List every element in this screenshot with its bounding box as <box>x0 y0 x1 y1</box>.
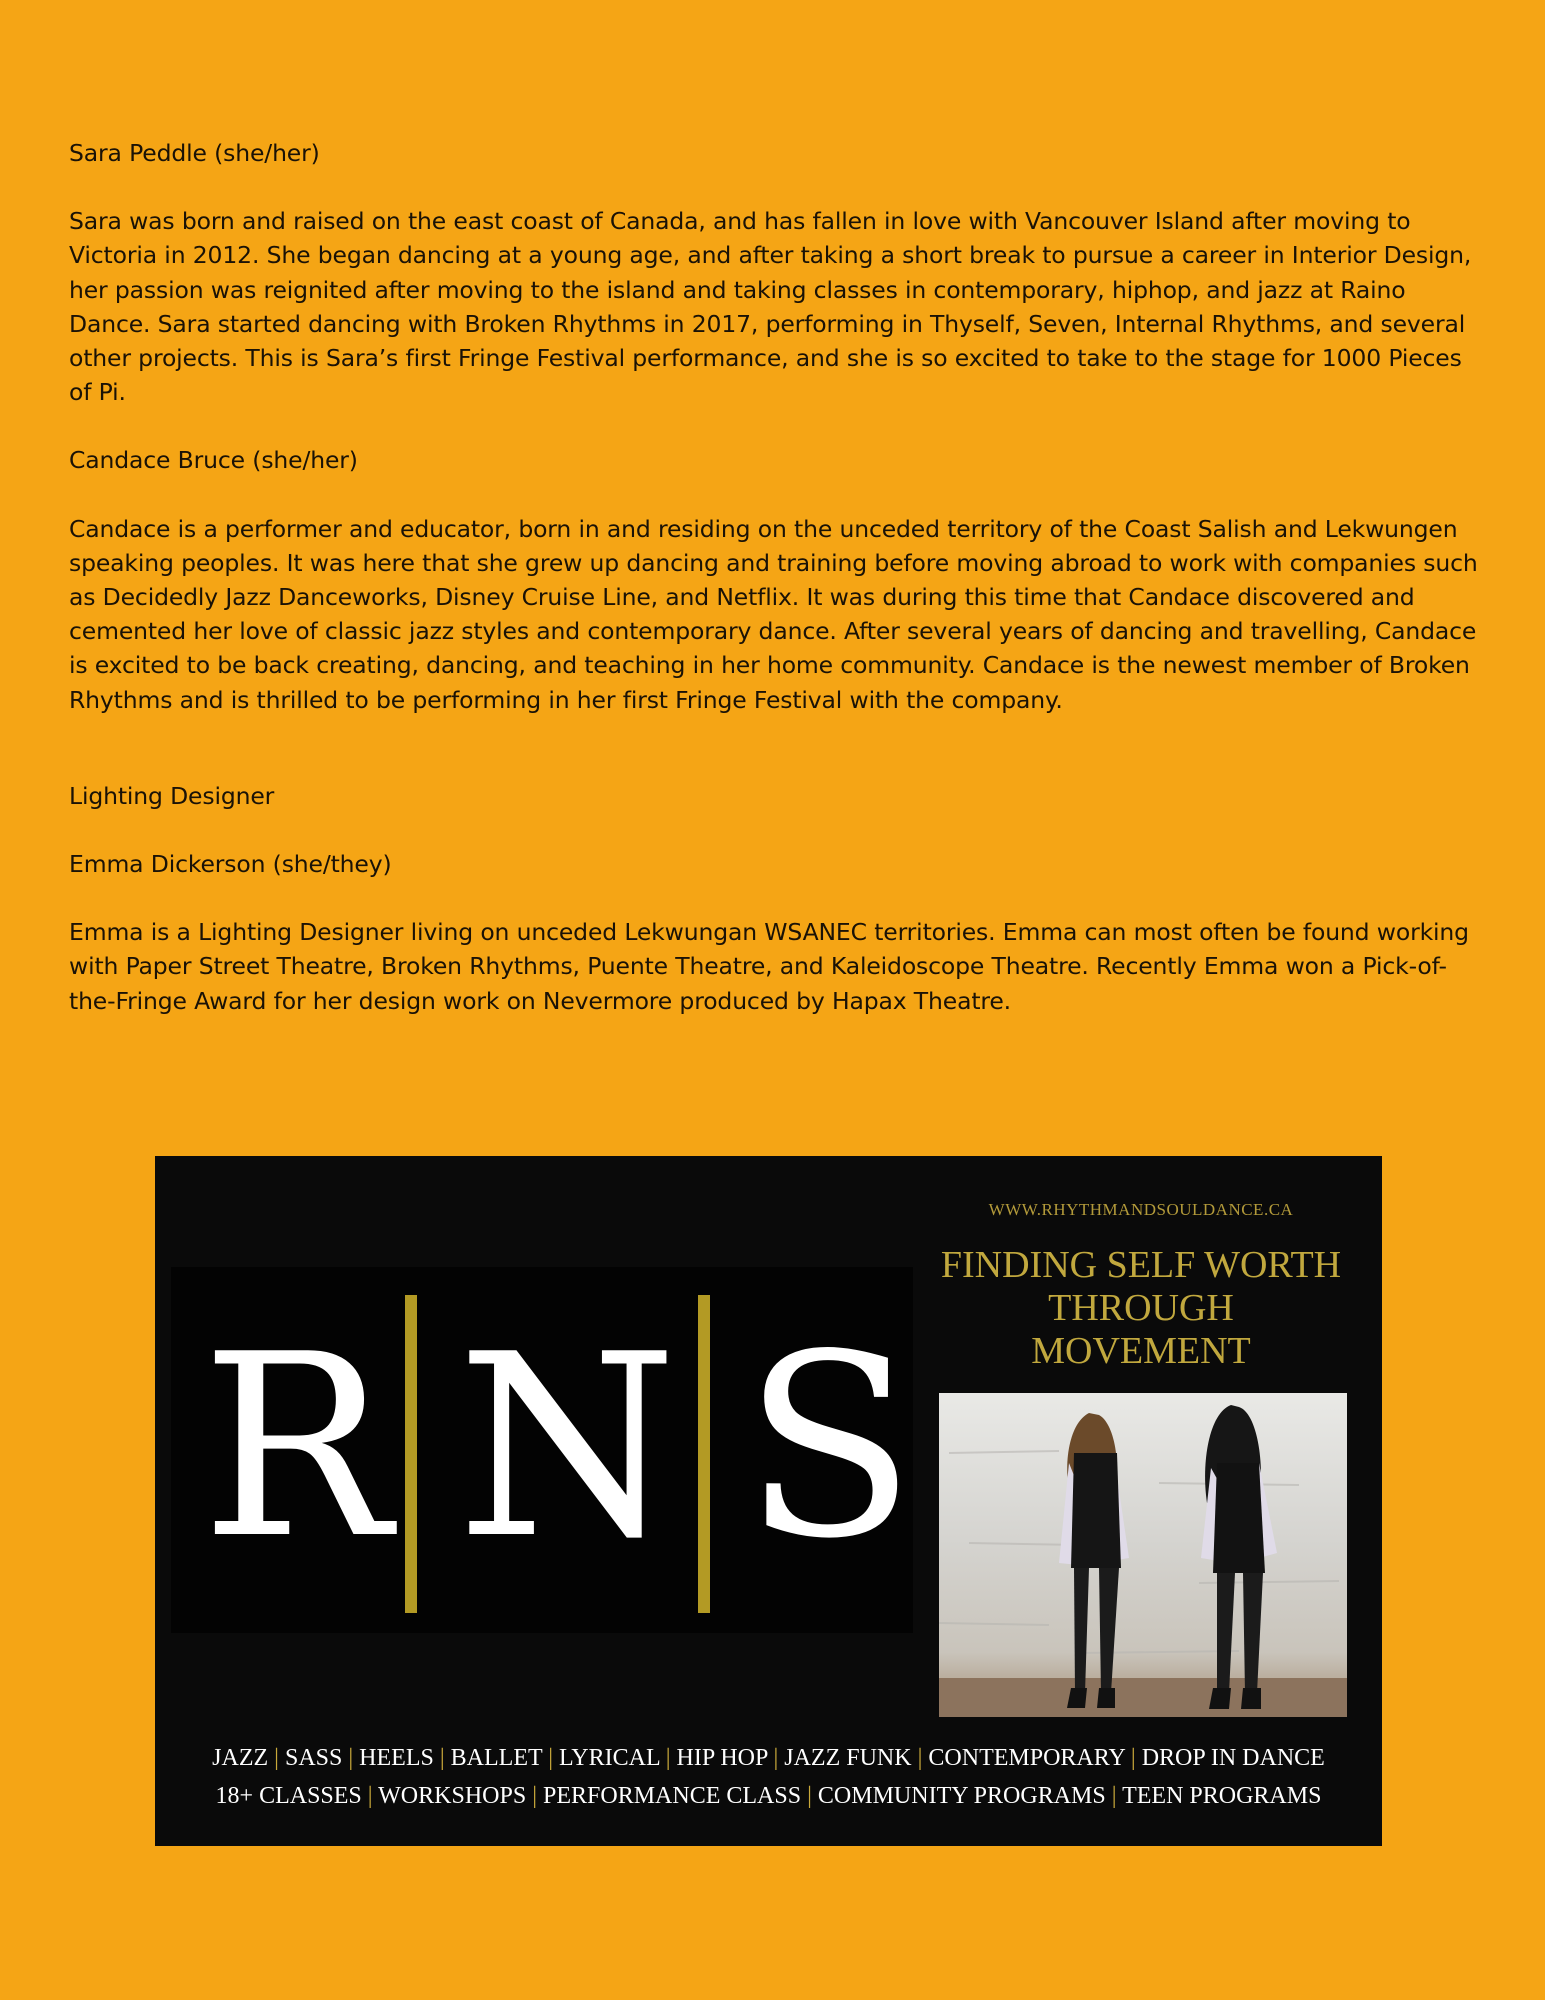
candace-name: Candace Bruce (she/her) <box>69 446 358 475</box>
emma-bio: Emma is a Lighting Designer living on unceded Lekwungan WSANEC territories. Emma can most often be found working with Paper Street Theatre, Broken Rhythms, Puente Theatre, and Kaleidoscope Theatre. Recently Emma won a Pick-of-the-Fringe Award for her design work on Nevermore produced by Hapax Theatre. <box>69 918 1469 1015</box>
rns-logo <box>171 1267 916 1633</box>
class-item: PERFORMANCE CLASS <box>543 1783 802 1809</box>
class-item: CONTEMPORARY <box>928 1745 1125 1771</box>
class-item: 18+ CLASSES <box>215 1783 362 1809</box>
class-list-line-1: JAZZ | SASS | HEELS | BALLET | LYRICAL | HIP HOP | JAZZ FUNK | CONTEMPORARY | DROP IN DANCE <box>212 1745 1325 1771</box>
logo-letter-r: R <box>201 1301 391 1594</box>
class-item: SASS <box>284 1745 343 1771</box>
candace-bio: Candace is a performer and educator, born in and residing on the unceded territory of the Coast Salish and Lekwungen speaking peoples. It was here that she grew up dancing and training before moving abroad to work with companies such as Decidedly Jazz Danceworks, Disney Cruise Line, and Netflix. It was during this time that Candace discovered and cemented her love of classic jazz styles and contemporary dance. After several years of dancing and travelling, Candace is excited to be back creating, dancing, and teaching in her home community. Candace is the newest member of Broken Rhythms and is thrilled to be performing in her first Fringe Festival with the company. <box>69 514 1478 714</box>
website-url: WWW.RHYTHMANDSOULDANCE.CA <box>988 1200 1294 1219</box>
dancers-photo <box>939 1393 1347 1717</box>
tagline <box>925 1244 1357 1373</box>
logo-letter-s: S <box>743 1301 916 1594</box>
class-item: LYRICAL <box>559 1745 660 1771</box>
class-list <box>155 1739 1382 1815</box>
class-item: HEELS <box>359 1745 434 1771</box>
logo-divider <box>698 1295 710 1613</box>
class-item: COMMUNITY PROGRAMS <box>817 1783 1106 1809</box>
tagline-line: FINDING SELF WORTH <box>940 1244 1342 1286</box>
class-item: WORKSHOPS <box>378 1783 527 1809</box>
sara-name: Sara Peddle (she/her) <box>69 139 320 167</box>
tagline-line: THROUGH <box>1048 1287 1234 1329</box>
lighting-designer-heading: Lighting Designer <box>69 781 275 810</box>
bios-section <box>69 136 1479 1018</box>
class-item: JAZZ <box>212 1745 275 1771</box>
class-item: HIP HOP <box>676 1745 768 1771</box>
class-item: DROP IN DANCE <box>1141 1745 1325 1771</box>
sara-bio: Sara was born and raised on the east coast of Canada, and has fallen in love with Vancouver Island after moving to Victoria in 2012. She began dancing at a young age, and after taking a short break to pursue a career in Interior Design, her passion was reignited after moving to the island and taking classes in contemporary, hiphop, and jazz at Raino Dance. Sara started dancing with Broken Rhythms in 2017, performing in Thyself, Seven, Internal Rhythms, and several other projects. This is Sara’s first Fringe Festival performance, and she is so excited to take to the stage for 1000 Pieces of Pi. <box>69 207 1472 407</box>
tagline-line: MOVEMENT <box>1031 1330 1251 1372</box>
logo-letter-n: N <box>457 1301 678 1594</box>
class-item: TEEN PROGRAMS <box>1122 1783 1322 1809</box>
class-list-line-2: 18+ CLASSES | WORKSHOPS | PERFORMANCE CLASS | COMMUNITY PROGRAMS | TEEN PROGRAMS <box>215 1783 1322 1809</box>
class-item: BALLET <box>450 1745 543 1771</box>
class-item: JAZZ FUNK <box>784 1745 912 1771</box>
rns-advertisement <box>155 1156 1382 1846</box>
logo-divider <box>405 1295 417 1613</box>
emma-name: Emma Dickerson (she/they) <box>69 850 392 879</box>
